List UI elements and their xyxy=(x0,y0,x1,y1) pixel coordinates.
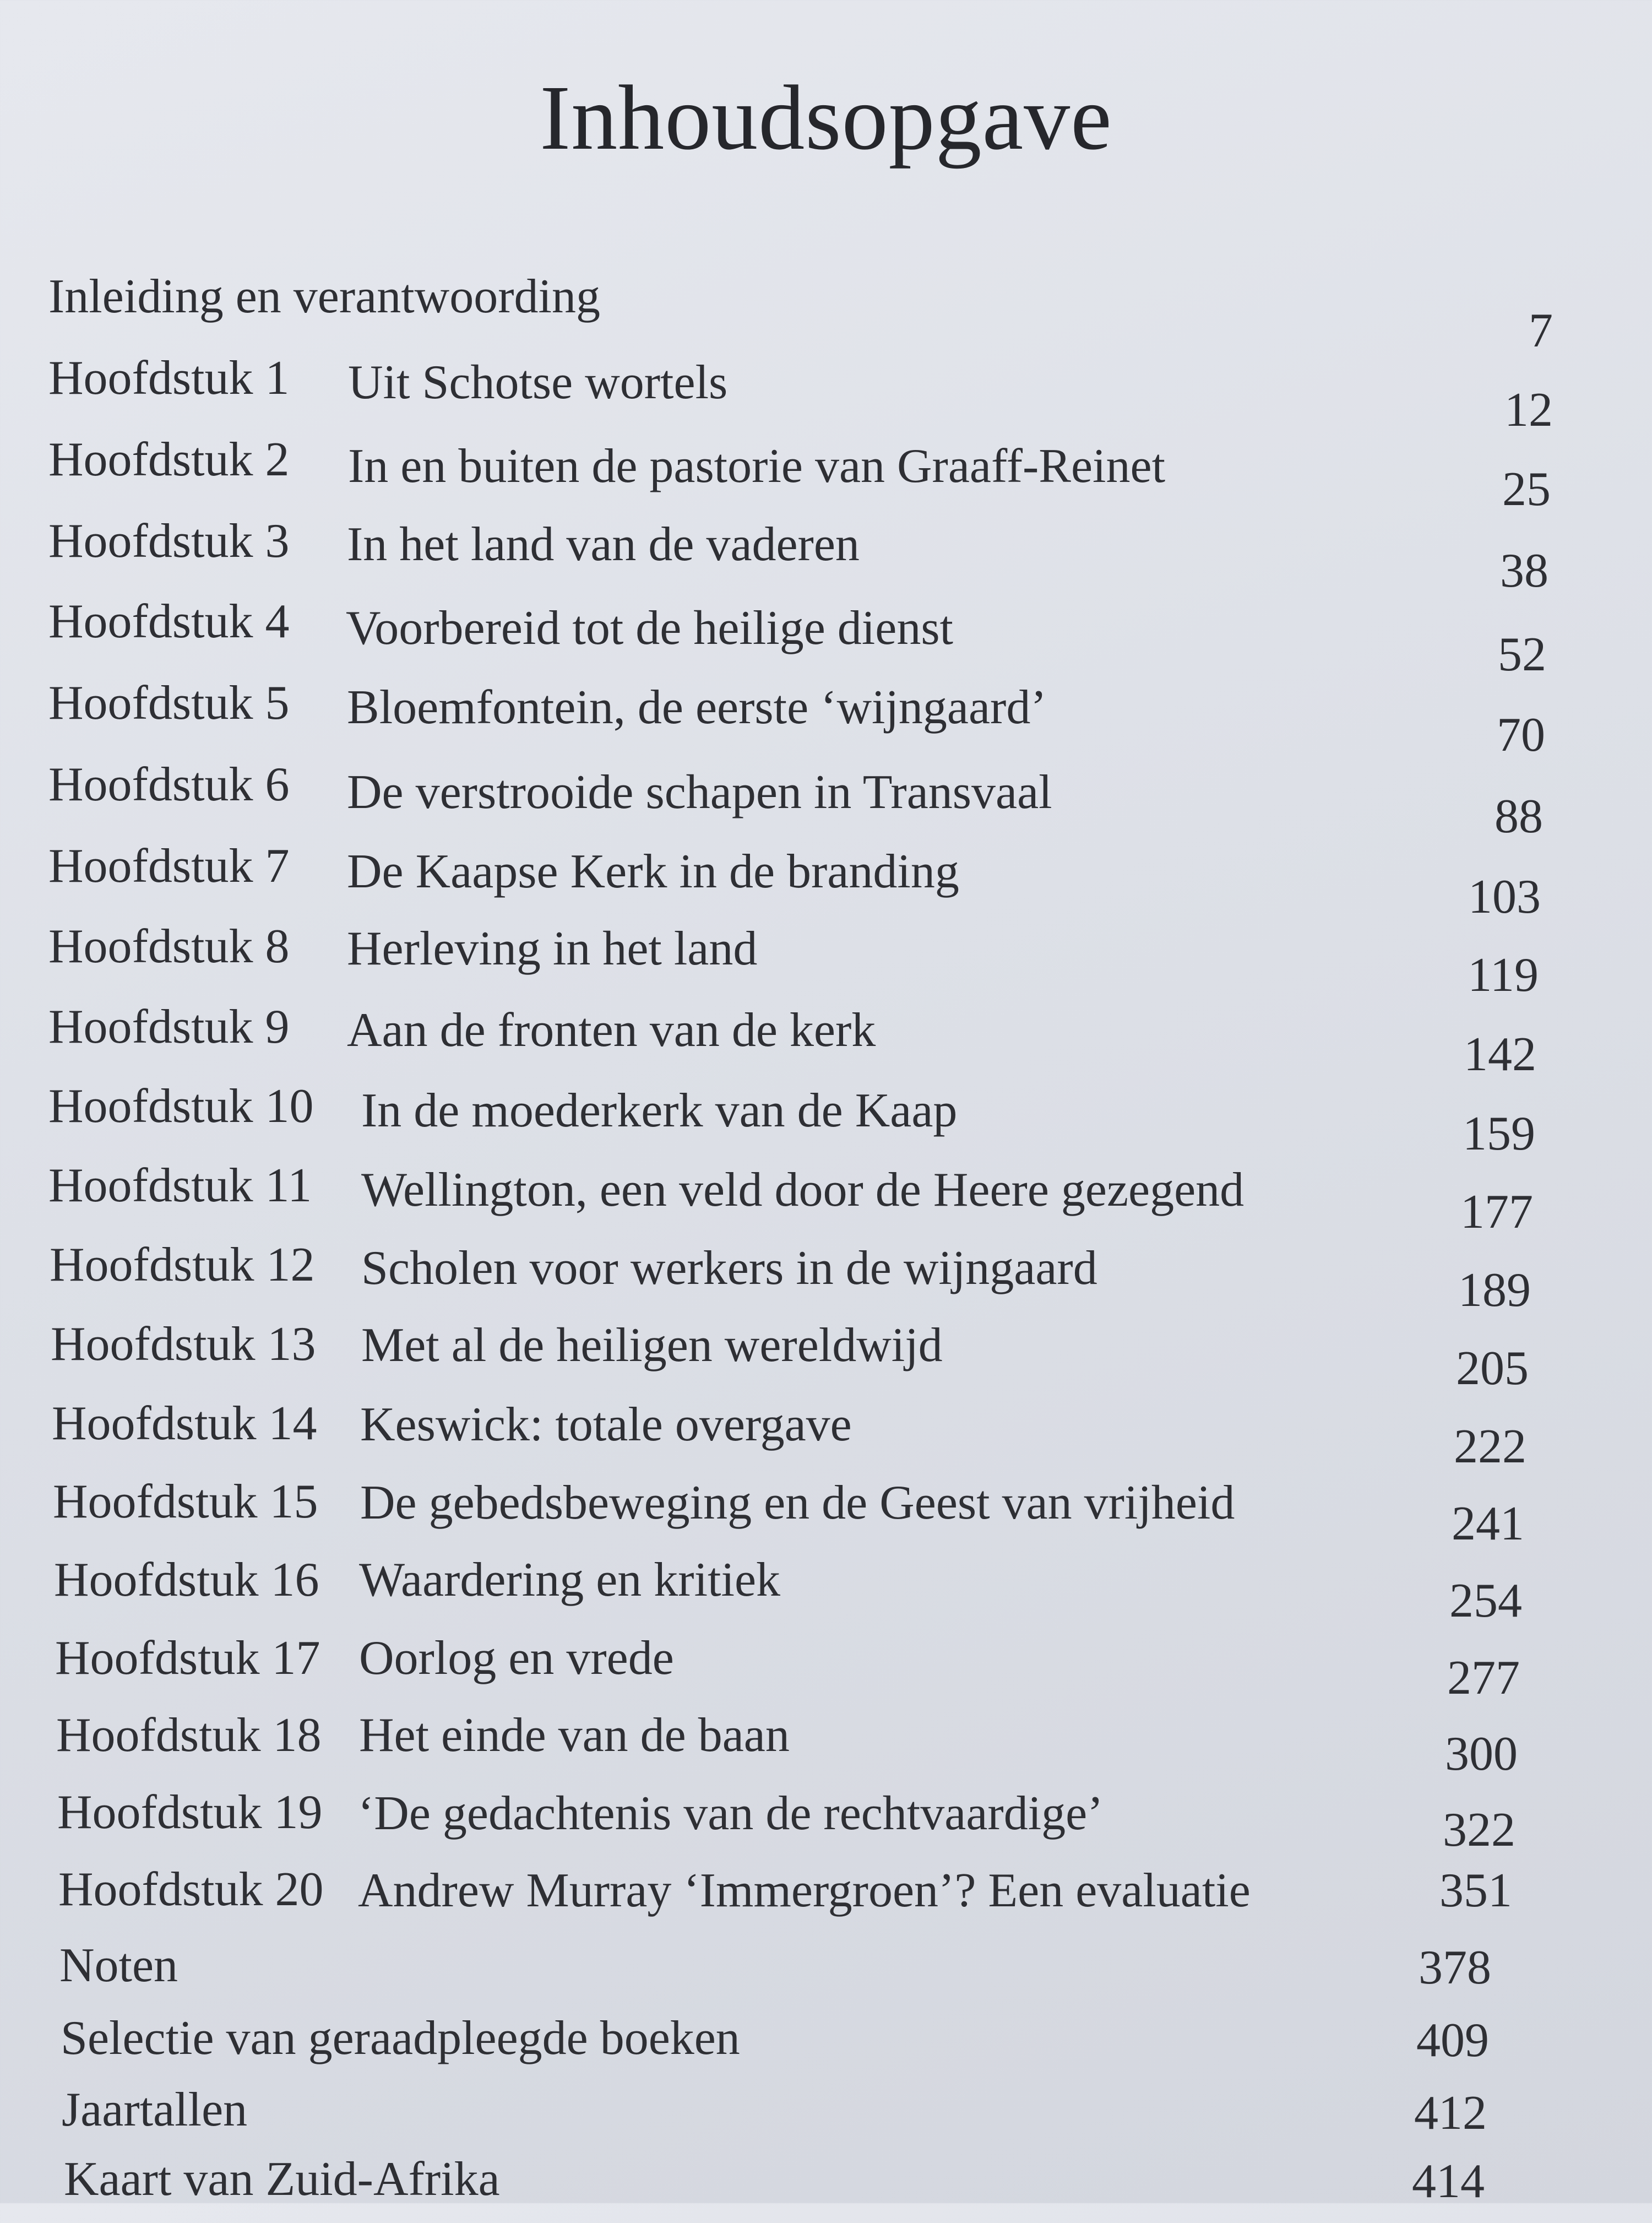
toc-chapter-number: Hoofdstuk 3 xyxy=(48,514,290,568)
toc-chapter-number: Hoofdstuk 12 xyxy=(50,1238,315,1292)
toc-entry-title: Kaart van Zuid-Afrika xyxy=(64,2152,500,2206)
toc-entry xyxy=(0,1396,1652,1473)
toc-entry-title: Keswick: totale overgave xyxy=(360,1398,852,1451)
toc-entry-title: Scholen voor werkers in de wijngaard xyxy=(361,1241,1097,1295)
toc-chapter-number: Hoofdstuk 14 xyxy=(52,1397,317,1450)
toc-entry-page: 25 xyxy=(1502,463,1551,516)
toc-entry xyxy=(0,1237,1652,1317)
toc-entry-title: Het einde van de baan xyxy=(359,1709,790,1762)
toc-entry-title: Jaartallen xyxy=(62,2083,248,2137)
toc-entry xyxy=(0,594,1652,681)
toc-entry-page: 277 xyxy=(1447,1651,1520,1705)
toc-entry xyxy=(0,757,1652,843)
toc-entry-title: Met al de heiligen wereldwijd xyxy=(361,1319,943,1372)
toc-entry-page: 189 xyxy=(1458,1264,1531,1317)
toc-entry-page: 222 xyxy=(1454,1420,1526,1473)
toc-entry-page: 52 xyxy=(1498,628,1546,681)
toc-entry-page: 254 xyxy=(1449,1574,1522,1628)
toc-entry-title: De verstrooide schapen in Transvaal xyxy=(347,766,1052,819)
toc-entry xyxy=(0,2151,1652,2223)
toc-entry-title: Oorlog en vrede xyxy=(359,1631,674,1685)
toc-entry-title: Aan de fronten van de kerk xyxy=(347,1004,876,1057)
page-title: Inhoudsopgave xyxy=(540,67,1112,169)
toc-entry xyxy=(0,350,1652,437)
toc-entry xyxy=(0,269,1652,357)
toc-chapter-number: Hoofdstuk 4 xyxy=(48,595,290,648)
toc-entry-page: 103 xyxy=(1468,870,1541,924)
toc-entry-page: 88 xyxy=(1495,790,1543,843)
toc-chapter-number: Hoofdstuk 1 xyxy=(48,351,290,405)
toc-entry-title: Andrew Murray ‘Immergroen’? Een evaluatie xyxy=(358,1864,1251,1917)
toc-chapter-number: Hoofdstuk 8 xyxy=(48,920,290,973)
toc-entry xyxy=(0,1158,1652,1239)
toc-entry-title: In het land van de vaderen xyxy=(347,518,860,571)
toc-entry-page: 70 xyxy=(1497,708,1545,762)
toc-entry xyxy=(0,1785,1652,1856)
toc-entry-page: 119 xyxy=(1468,948,1539,1002)
toc-entry xyxy=(0,919,1652,1002)
toc-entry-title: Wellington, een veld door de Heere gezegend xyxy=(361,1163,1245,1217)
toc-entry-title: De gebedsbeweging en de Geest van vrijheid xyxy=(360,1476,1235,1530)
toc-chapter-number: Hoofdstuk 17 xyxy=(55,1631,320,1685)
toc-entry-page: 409 xyxy=(1416,2014,1489,2067)
toc-chapter-number: Hoofdstuk 5 xyxy=(48,676,290,730)
toc-entry xyxy=(0,675,1652,762)
toc-entry-page: 351 xyxy=(1439,1864,1512,1917)
toc-entry-page: 414 xyxy=(1412,2155,1485,2208)
toc-entry-page: 241 xyxy=(1452,1497,1524,1550)
toc-entry-title: Waardering en kritiek xyxy=(359,1553,781,1607)
toc-chapter-number: Hoofdstuk 20 xyxy=(58,1863,324,1916)
toc-entry-title: Bloemfontein, de eerste ‘wijngaard’ xyxy=(347,681,1047,734)
toc-entry-page: 12 xyxy=(1504,383,1553,437)
toc-entry xyxy=(0,2010,1652,2082)
toc-entry-page: 142 xyxy=(1464,1028,1536,1081)
toc-entry-page: 412 xyxy=(1414,2086,1487,2140)
toc-chapter-number: Hoofdstuk 16 xyxy=(54,1553,319,1607)
toc-entry-title: Noten xyxy=(59,1939,178,1992)
toc-entry xyxy=(0,1938,1652,2009)
toc-chapter-number: Hoofdstuk 18 xyxy=(56,1709,322,1762)
toc-entry xyxy=(0,2082,1652,2154)
toc-chapter-number: Hoofdstuk 9 xyxy=(48,1000,290,1054)
toc-entry xyxy=(0,1316,1652,1395)
toc-entry-page: 378 xyxy=(1419,1941,1491,1994)
toc-entry-page: 7 xyxy=(1529,304,1553,357)
toc-entry-page: 38 xyxy=(1500,544,1548,598)
toc-entry-title: Selectie van geraadpleegde boeken xyxy=(61,2011,740,2065)
toc-entry xyxy=(0,1474,1652,1550)
toc-entry-page: 322 xyxy=(1443,1803,1515,1857)
toc-entry xyxy=(0,513,1652,598)
toc-entry xyxy=(0,1630,1652,1705)
toc-entry-title: In de moederkerk van de Kaap xyxy=(361,1084,958,1137)
toc-entry-title: Inleiding en verantwoording xyxy=(48,270,600,323)
toc-entry xyxy=(0,1707,1652,1779)
toc-entry xyxy=(0,1862,1652,1933)
toc-entry-page: 177 xyxy=(1460,1185,1533,1239)
toc-chapter-number: Hoofdstuk 15 xyxy=(53,1475,318,1528)
toc-entry-title: Herleving in het land xyxy=(347,922,758,975)
toc-entry-title: De Kaapse Kerk in de branding xyxy=(347,845,959,898)
toc-entry xyxy=(0,838,1652,924)
toc-chapter-number: Hoofdstuk 11 xyxy=(48,1159,312,1212)
toc-chapter-number: Hoofdstuk 10 xyxy=(48,1080,314,1133)
toc-entry-title: Voorbereid tot de heilige dienst xyxy=(346,601,954,655)
toc-entry xyxy=(0,432,1652,516)
toc-entry-page: 159 xyxy=(1463,1107,1535,1161)
toc-entry-title: Uit Schotse wortels xyxy=(348,356,728,409)
toc-entry xyxy=(0,1552,1652,1628)
toc-chapter-number: Hoofdstuk 19 xyxy=(57,1786,323,1839)
toc-chapter-number: Hoofdstuk 2 xyxy=(48,433,290,486)
toc-entry-page: 205 xyxy=(1456,1342,1529,1395)
toc-chapter-number: Hoofdstuk 13 xyxy=(51,1317,316,1371)
toc-chapter-number: Hoofdstuk 6 xyxy=(48,758,290,811)
toc-entry-title: ‘De gedachtenis van de rechtvaardige’ xyxy=(358,1787,1104,1840)
toc-entry xyxy=(0,1078,1652,1161)
toc-chapter-number: Hoofdstuk 7 xyxy=(48,839,290,893)
toc-entry xyxy=(0,999,1652,1081)
toc-entry-page: 300 xyxy=(1445,1727,1518,1781)
toc-entry-title: In en buiten de pastorie van Graaff-Reinet xyxy=(348,440,1166,493)
